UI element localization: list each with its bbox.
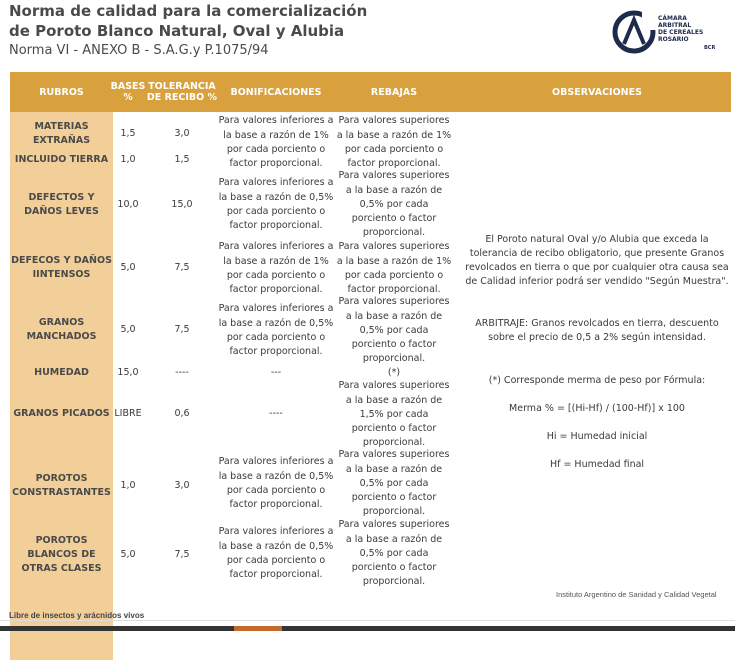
logo-line: DE CEREALES — [658, 29, 704, 36]
table-cell-rebaja: Para valores superiores a la base a razón de 0,5% por cada porciento o factor proporcional. — [338, 296, 450, 365]
page-title-line1: Norma de calidad para la comercialización — [9, 2, 368, 20]
table-row-rubro: GRANOS PICADOS — [13, 408, 110, 419]
table-row-rubro: POROTOS CONSTRASTANTES — [12, 473, 111, 498]
table-cell-tolerancia: 3,0 — [174, 480, 190, 491]
table-cell-bonificacion: Para valores inferiores a la base a razón de 0,5% por cada porciento o factor proporcional. — [218, 177, 334, 232]
table-cell-bonificacion: ---- — [269, 408, 283, 419]
observacion-formula-intro: (*) Corresponde merma de peso por Fórmula: — [488, 375, 706, 386]
bcr-logo-icon — [612, 10, 656, 54]
table-row-rubro: GRANOS MANCHADOS — [26, 317, 97, 342]
logo-line: CÁMARA — [658, 15, 687, 22]
table-cell-bonificacion: Para valores inferiores a la base a razón de 0,5% por cada porciento o factor proporcional. — [218, 456, 334, 511]
table-cell-base: 10,0 — [117, 199, 139, 210]
table-cell-rebaja: Para valores superiores a la base a razón de 0,5% por cada porciento o factor proporcional. — [338, 449, 450, 518]
table-cell-base: 5,0 — [120, 324, 136, 335]
table-cell-tolerancia: 7,5 — [174, 324, 190, 335]
table-cell-tolerancia: 3,0 — [174, 128, 190, 139]
table-cell-rebaja: Para valores superiores a la base a razón de 1,5% por cada porciento o factor proporcional. — [338, 380, 450, 449]
logo-line: ROSARIO — [658, 36, 689, 43]
table-row-rubro: DEFECTOS Y DAÑOS LEVES — [24, 192, 99, 217]
page-header — [0, 0, 735, 70]
observacion-arbitraje: ARBITRAJE: Granos revolcados en tierra, descuento sobre el precio de 0,5 a 2% según intensidad. — [475, 318, 719, 343]
table-row-rubro: DEFECOS Y DAÑOS IINTENSOS — [11, 255, 112, 280]
bottom-note: Libre de insectos y arácnidos vivos — [9, 611, 145, 620]
bcr-logo-text — [658, 15, 715, 52]
table-row-rubro: POROTOS BLANCOS DE OTRAS CLASES — [21, 535, 102, 574]
logo-tag: BCR — [704, 45, 716, 51]
table-cell-tolerancia: ---- — [175, 367, 189, 378]
bottom-bar-accent — [234, 626, 282, 631]
table-cell-base: 15,0 — [117, 367, 139, 378]
source-note: Instituto Argentino de Sanidad y Calidad Vegetal — [556, 590, 717, 599]
divider — [0, 620, 735, 621]
table-row-rubro: INCLUIDO TIERRA — [14, 154, 109, 165]
table-header — [10, 72, 731, 112]
table-cell-base: 1,0 — [120, 154, 136, 165]
table-row-rubro: HUMEDAD — [34, 367, 89, 378]
table-cell-base: 5,0 — [120, 549, 136, 560]
header-rubros: RUBROS — [39, 86, 84, 98]
table-cell-tolerancia: 7,5 — [174, 549, 190, 560]
logo-line: ARBITRAL — [658, 22, 692, 29]
header-bonificaciones: BONIFICACIONES — [230, 86, 322, 98]
table-row-rubro: MATERIAS EXTRAÑAS — [32, 121, 91, 146]
observacion-hi: Hi = Humedad inicial — [546, 431, 648, 442]
page-subtitle: Norma VI - ANEXO B - S.A.G.y P.1075/94 — [9, 43, 269, 58]
table-cell-tolerancia: 7,5 — [174, 262, 190, 273]
header-tolerancia: TOLERANCIA DE RECIBO % — [146, 81, 218, 103]
bottom-bar — [0, 626, 735, 631]
header-rebajas: REBAJAS — [370, 86, 418, 98]
table-cell-base: 1,5 — [120, 128, 136, 139]
header-observaciones: OBSERVACIONES — [552, 86, 642, 98]
table-cell-bonificacion: Para valores inferiores a la base a razón de 0,5% por cada porciento o factor proporcional. — [218, 303, 334, 358]
header-bases: BASES % — [110, 81, 146, 103]
observacion-text: El Poroto natural Oval y/o Alubia que exceda la tolerancia de recibo obligatorio, que presente Granos revolcados en tierra o que por cualquier otra causa sea de Calidad inferior podrá ser vendido "Según Muestra". — [465, 234, 729, 287]
table-cell-bonificacion: Para valores inferiores a la base a razón de 1% por cada porciento o factor proporcional. — [218, 241, 334, 296]
table-cell-tolerancia: 15,0 — [171, 199, 193, 210]
table-cell-bonificacion: --- — [270, 367, 282, 378]
observacion-hf: Hf = Humedad final — [549, 459, 645, 470]
bcr-logo — [612, 10, 732, 66]
observacion-formula: Merma % = [(Hi-Hf) / (100-Hf)] x 100 — [509, 403, 685, 414]
table-cell-bonificacion: Para valores inferiores a la base a razón de 0,5% por cada porciento o factor proporcional. — [218, 526, 334, 581]
table-cell-base: 1,0 — [120, 480, 136, 491]
table-cell-rebaja: Para valores superiores a la base a razón de 1% por cada porciento o factor proporcional. — [336, 241, 452, 296]
page-title-line2: de Poroto Blanco Natural, Oval y Alubia — [9, 22, 345, 40]
table-cell-tolerancia: 0,6 — [174, 408, 190, 419]
table-cell-tolerancia: 1,5 — [174, 154, 190, 165]
table-cell-base: 5,0 — [120, 262, 136, 273]
table-cell-rebaja: Para valores superiores a la base a razón de 1% por cada porciento o factor proporcional. — [336, 115, 452, 170]
table-cell-rebaja: Para valores superiores a la base a razón de 0,5% por cada porciento o factor proporcional. — [338, 170, 450, 239]
table-cell-rebaja: Para valores superiores a la base a razón de 0,5% por cada porciento o factor proporcional. — [338, 519, 450, 588]
table-cell-base: LIBRE — [114, 408, 142, 419]
table-cell-rebaja: (*) — [387, 367, 401, 378]
table-cell-bonificacion: Para valores inferiores a la base a razón de 1% por cada porciento o factor proporcional. — [218, 115, 334, 170]
